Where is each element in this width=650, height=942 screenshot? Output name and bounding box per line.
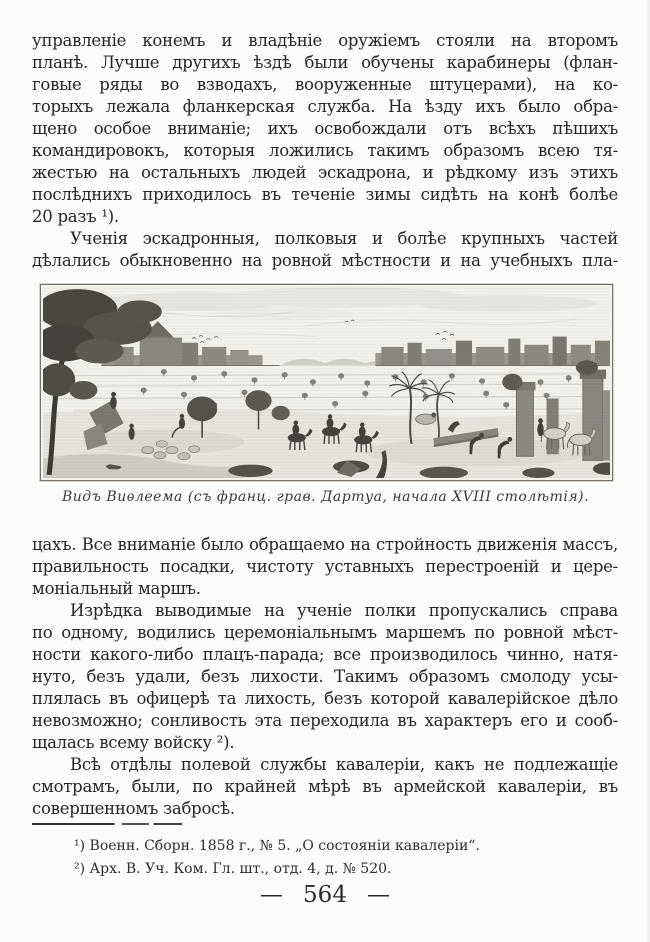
text-line: торыхъ лежала фланкерская служба. На ѣзду ихъ было обра-	[32, 97, 618, 116]
footnote-separator-rule	[32, 823, 182, 825]
text-line: невозможно; сонливость эта переходила въ характеръ его и сооб-	[32, 711, 618, 730]
page-number-value: 564	[303, 882, 347, 908]
text-line: Изрѣдка выводимые на ученіе полки пропускались справа	[70, 601, 618, 620]
text-line: по одному, водились церемоніальнымъ маршемъ по ровной мѣст-	[32, 623, 618, 642]
page-number	[0, 882, 650, 908]
text-line: нуто, безъ удали, безъ лихости. Такимъ образомъ смолоду усы-	[32, 667, 618, 686]
page-number-left-dash: —	[260, 882, 284, 908]
figure-caption: Видъ Виѳлеема (съ франц. грав. Дартуа, начала XVIII столѣтія).	[61, 489, 590, 505]
text-line: говые ряды во взводахъ, вооруженные штуцерами), на ко-	[32, 75, 618, 94]
text-line: жестью на остальныхъ людей эскадрона, и рѣдкому изъ этихъ	[32, 163, 618, 182]
text-line: моніальный маршъ.	[32, 579, 201, 598]
text-line: ности какого-либо плацъ-парада; все производилось чинно, натя-	[32, 645, 618, 664]
text-line: управленіе конемъ и владѣніе оружіемъ стояли на второмъ	[32, 31, 618, 50]
text-line: совершенномъ забросѣ.	[32, 799, 235, 818]
text-line: планѣ. Лучше другихъ ѣздѣ были обучены карабинеры (флан-	[32, 53, 618, 72]
page-number-right-dash: —	[366, 882, 390, 908]
engraving-frame	[40, 284, 613, 481]
engraving-illustration	[43, 287, 610, 478]
text-line: дѣлались обыкновенно на ровной мѣстности и на учебныхъ пла-	[32, 251, 618, 270]
text-line: плялась въ офицерѣ та лихость, безъ которой кавалерійское дѣло	[32, 689, 618, 708]
text-line: командировокъ, которыя ложились такимъ образомъ всею тя-	[32, 141, 618, 160]
text-line: 20 разъ ¹).	[32, 207, 119, 226]
text-line: щалась всему войску ²).	[32, 733, 235, 752]
text-line: Ученія эскадронныя, полковыя и болѣе крупныхъ частей	[70, 229, 618, 248]
footnote-2: ²) Арх. В. Уч. Ком. Гл. шт., отд. 4, д. № 520.	[74, 861, 392, 877]
text-line: правильность посадки, чистоту уставныхъ перестроеній и цере-	[32, 557, 618, 576]
text-line: Всѣ отдѣлы полевой службы кавалеріи, какъ не подлежащіе	[70, 755, 618, 774]
footnotes	[32, 835, 618, 881]
text-line: щено особое вниманіе; ихъ освобождали отъ всѣхъ пѣшихъ	[32, 119, 618, 138]
lower-text-block	[32, 534, 618, 820]
text-line: цахъ. Все вниманіе было обращаемо на стройность движенія массъ,	[32, 535, 618, 554]
text-line: смотрамъ, были, по крайней мѣрѣ въ армейской кавалеріи, въ	[32, 777, 618, 796]
footnote-1: ¹) Военн. Сборн. 1858 г., № 5. „О состояніи кавалеріи“.	[74, 838, 480, 854]
text-line: послѣднихъ приходилось въ теченіе зимы сидѣть на конѣ болѣе	[32, 185, 618, 204]
upper-text-block	[32, 30, 618, 272]
